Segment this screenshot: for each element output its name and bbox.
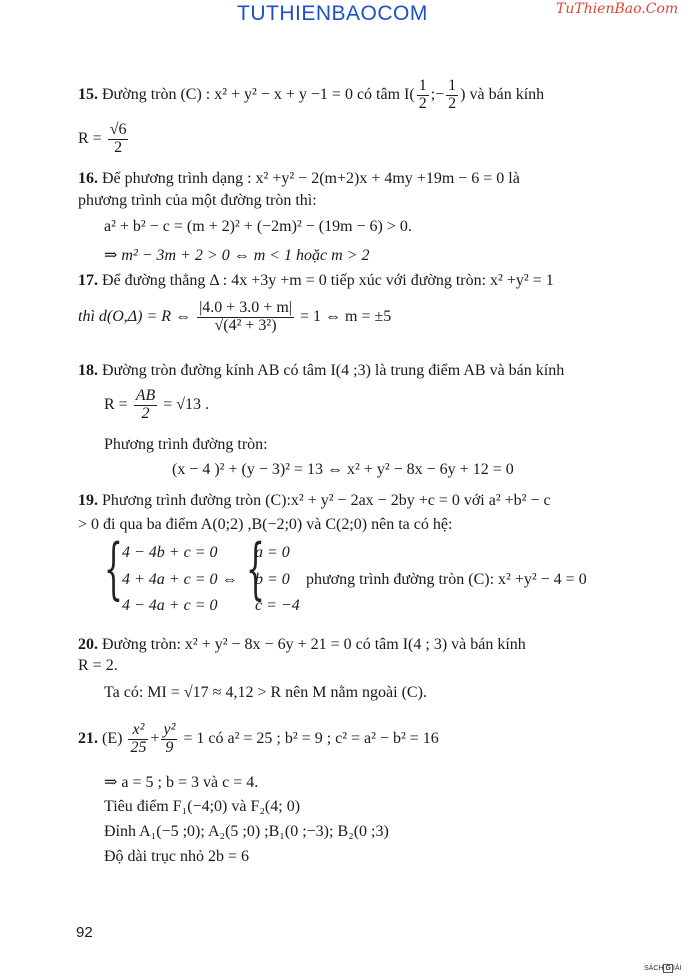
system-line: 4 − 4b + c = 0 [122,544,218,561]
line: Ta có: MI = √17 ≈ 4,12 > R nên M nằm ngoài (C). [104,684,427,701]
line: > 0 đi qua ba điểm A(0;2) ,B(−2;0) và C(2;0) nên ta có hệ: [78,516,453,533]
text: ) và bán kính [460,85,545,103]
problem-number: 18. [78,362,98,379]
problem-number: 20. [78,636,98,653]
label: R = [104,395,128,413]
text: (E) [102,729,123,747]
text: = 1 có a² = 25 ; b² = 9 ; c² = a² − b² = 16 [183,729,439,747]
line: ⇒ a = 5 ; b = 3 và c = 4. [104,774,259,791]
site-title: TUTHIENBAOCOM [237,2,428,25]
text: Để phương trình dạng : x² +y² − 2(m+2)x + 4my +19m − 6 = 0 là [102,170,520,187]
left-brace: { [246,530,265,607]
system-line: b = 0 [255,571,290,588]
radius-18 [104,388,209,423]
problem-21 [78,722,439,757]
fraction [108,122,129,157]
denominator: 2 [141,404,150,422]
problem-number: 15. [78,85,98,103]
denominator: 2 [114,138,123,156]
logo-text: SÁCH [644,965,664,972]
plus: + [150,729,160,747]
problem-number: 17. [78,272,98,289]
result-text: phương trình đường tròn (C): x² +y² − 4 = 0 [306,571,587,588]
left-brace: { [104,530,123,607]
text: Đường tròn đường kính AB có tâm I(4 ;3) là trung điểm AB và bán kính [102,362,565,379]
text: Để đường thẳng Δ : 4x +3y +m = 0 tiếp xúc với đường tròn: x² +y² = 1 [102,272,554,289]
problem-number: 21. [78,729,98,747]
problem-15 [78,78,544,113]
problem-number: 19. [78,492,98,509]
problem-18 [78,362,564,380]
fraction [417,78,429,113]
line: Phương trình đường tròn: [104,436,268,453]
page-number: 92 [76,924,93,941]
separator: ;− [430,85,445,103]
denominator: 9 [165,738,174,756]
problem-16 [78,170,520,188]
line: phương trình của một đường tròn thì: [78,192,317,209]
text: Đường tròn (C) : x² + y² − x + y −1 = 0 có tâm I( [102,85,415,103]
line: Đỉnh A₁(−5 ;0); A₂(5 ;0) ;B₁(0 ;−3); B₂(0 ;3) [104,823,389,840]
fraction [128,722,148,757]
text: thì d(O,Δ) = R ⇔ [78,307,192,325]
numerator: x² [128,722,148,740]
denominator: 2 [448,94,457,112]
denominator: 25 [130,738,147,756]
fraction [134,388,158,423]
system-line: 4 + 4a + c = 0 ⇔ [122,571,238,588]
line: Tiêu điểm F₁(−4;0) và F₂(4; 0) [104,798,301,815]
problem-19 [78,492,551,510]
problem-number: 16. [78,170,98,187]
line: R = 2. [78,657,118,674]
numerator: 1 [418,77,427,94]
fraction [446,78,458,113]
fraction [161,722,177,757]
system-line: c = −4 [255,597,300,614]
denominator: 2 [418,94,427,112]
watermark: TuThienBao.Com [556,1,679,17]
numerator: √6 [109,121,127,138]
fraction [197,300,294,335]
line: a² + b² − c = (m + 2)² + (−2m)² − (19m − 6) > 0. [104,218,412,235]
numerator: 1 [448,77,457,94]
text: Đường tròn: x² + y² − 8x − 6y + 21 = 0 có tâm I(4 ; 3) và bán kính [102,636,526,653]
system-line: a = 0 [255,544,290,561]
denominator: √(4² + 3²) [214,316,277,334]
problem-17 [78,272,554,290]
numerator: y² [163,721,176,738]
line: (x − 4 )² + (y − 3)² = 13 ⇔ x² + y² − 8x − 6y + 12 = 0 [172,461,514,478]
problem-20 [78,636,526,654]
logo-text: IẢI [672,965,682,972]
text: Phương trình đường tròn (C):x² + y² − 2ax − 2by +c = 0 với a² +b² − c [102,492,551,509]
numerator: AB [135,387,156,404]
text: = 1 ⇔ m = ±5 [299,307,392,325]
text: = √13 . [163,395,210,413]
line: ⇒ m² − 3m + 2 > 0 ⇔ m < 1 hoặc m > 2 [104,247,370,264]
line: Độ dài trục nhỏ 2b = 6 [104,848,249,865]
logo-box: G [665,965,671,972]
label: R = [78,129,102,147]
numerator: |4.0 + 3.0 + m| [199,299,292,316]
publisher-logo [644,964,681,973]
system-line: 4 − 4a + c = 0 [122,597,218,614]
radius-15 [78,122,130,157]
equation-17 [78,300,391,335]
